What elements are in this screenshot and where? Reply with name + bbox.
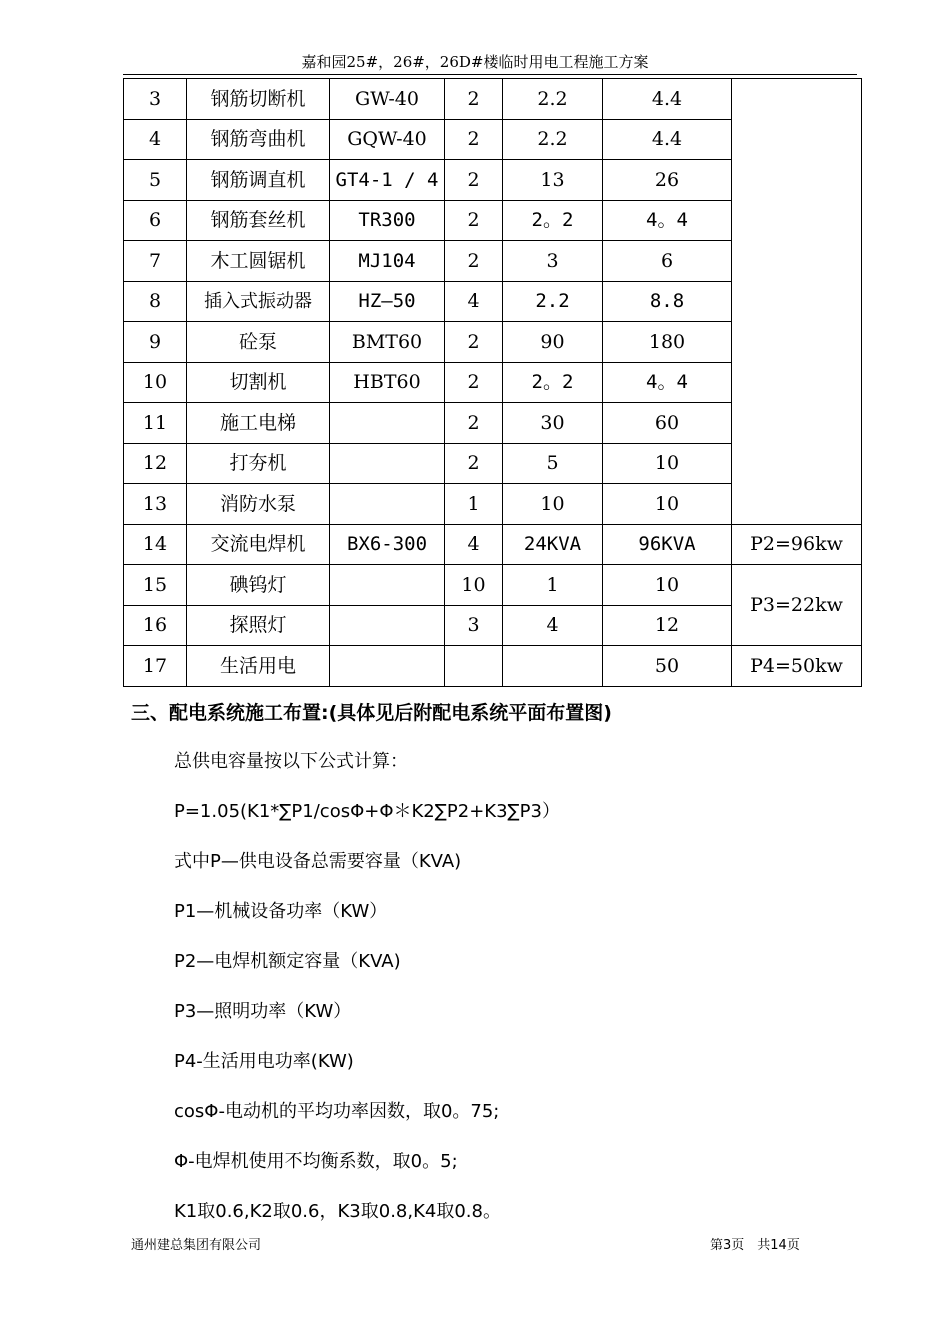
group-note-p4: P4=50kw [732,646,862,687]
table-cell: 钢筋弯曲机 [187,119,330,160]
table-cell: HBT60 [330,362,445,403]
table-cell: BX6-300 [330,524,445,565]
table-cell: 4 [503,605,603,646]
table-cell: 2.2 [503,79,603,120]
table-cell: 4。4 [603,362,732,403]
table-cell: 14 [124,524,187,565]
table-cell: 4.4 [603,119,732,160]
table-cell: TR300 [330,200,445,241]
table-cell: 切割机 [187,362,330,403]
table-cell: 15 [124,565,187,606]
table-cell: 生活用电 [187,646,330,687]
body-paragraph: 总供电容量按以下公式计算： [174,751,408,772]
table-cell: 2。2 [503,362,603,403]
table-cell: 10 [603,565,732,606]
table-cell: 6 [124,200,187,241]
footer-page-number: 第3页 共14页 [710,1238,800,1253]
table-cell: 打夯机 [187,443,330,484]
table-cell: 6 [603,241,732,282]
table-cell: 10 [503,484,603,525]
table-cell: 插入式振动器 [187,281,330,322]
table-cell: 5 [503,443,603,484]
table-cell: 2 [445,79,503,120]
table-cell [503,646,603,687]
table-cell: 探照灯 [187,605,330,646]
table-row [124,524,862,565]
body-paragraph: P3—照明功率（KW） [174,1001,352,1022]
body-paragraph: Φ-电焊机使用不均衡系数，取0。5; [174,1151,458,1172]
footer-company: 通州建总集团有限公司 [131,1238,262,1253]
table-cell [330,403,445,444]
table-cell: 11 [124,403,187,444]
body-paragraph: P1—机械设备功率（KW） [174,901,388,922]
body-paragraph: P=1.05(K1*∑P1/cosΦ+Φ＊K2∑P2+K3∑P3） [174,801,560,822]
table-cell: 交流电焊机 [187,524,330,565]
table-cell: 2 [445,403,503,444]
group-note-blank [732,79,862,525]
table-cell: 16 [124,605,187,646]
body-paragraph: P2—电焊机额定容量（KVA) [174,951,401,972]
table-cell: 4 [124,119,187,160]
table-cell [330,443,445,484]
header-rule [123,74,857,75]
table-row [124,565,862,606]
table-cell: 8.8 [603,281,732,322]
group-note-p3: P3=22kw [732,565,862,646]
table-cell: HZ—50 [330,281,445,322]
table-cell: 2 [445,322,503,363]
table-cell: 13 [124,484,187,525]
table-cell: 96KVA [603,524,732,565]
table-cell: 2.2 [503,119,603,160]
table-cell: 钢筋调直机 [187,160,330,201]
table-cell: 1 [503,565,603,606]
table-cell: 60 [603,403,732,444]
table-cell: 2 [445,443,503,484]
table-cell: 施工电梯 [187,403,330,444]
body-paragraph: 式中P—供电设备总需要容量（KVA) [174,851,462,872]
equipment-table [123,78,862,687]
table-cell: 3 [124,79,187,120]
table-cell: 50 [603,646,732,687]
table-cell [445,646,503,687]
table-cell: 13 [503,160,603,201]
table-cell: 钢筋切断机 [187,79,330,120]
table-cell: 4 [445,524,503,565]
table-cell: 12 [124,443,187,484]
table-cell: 10 [445,565,503,606]
table-cell: 3 [445,605,503,646]
body-paragraph: cosΦ-电动机的平均功率因数，取0。75; [174,1101,500,1122]
table-cell: 2 [445,119,503,160]
table-cell: 90 [503,322,603,363]
table-cell: BMT60 [330,322,445,363]
body-paragraph: K1取0.6,K2取0.6，K3取0.8,K4取0.8。 [174,1201,501,1222]
table-row [124,79,862,120]
table-cell: 木工圆锯机 [187,241,330,282]
table-cell: 2.2 [503,281,603,322]
table-cell: 10 [603,443,732,484]
table-cell: 4 [445,281,503,322]
table-cell: 3 [503,241,603,282]
table-cell: 7 [124,241,187,282]
group-note-p2: P2=96kw [732,524,862,565]
table-cell: 12 [603,605,732,646]
table-cell: 5 [124,160,187,201]
table-cell [330,484,445,525]
table-cell: 钢筋套丝机 [187,200,330,241]
table-cell: 26 [603,160,732,201]
table-cell: GT4-1 / 4 [330,160,445,201]
table-cell: MJ104 [330,241,445,282]
table-cell: 2 [445,200,503,241]
table-cell [330,605,445,646]
table-cell: 10 [603,484,732,525]
table-cell: 24KVA [503,524,603,565]
table-cell: 2 [445,160,503,201]
table-cell: 180 [603,322,732,363]
table-cell: 2 [445,362,503,403]
body-paragraph: P4-生活用电功率(KW) [174,1051,354,1072]
table-cell: 4。4 [603,200,732,241]
table-cell: 砼泵 [187,322,330,363]
section-title: 三、配电系统施工布置:(具体见后附配电系统平面布置图) [131,702,612,724]
table-cell: 17 [124,646,187,687]
table-row [124,646,862,687]
table-cell: 消防水泵 [187,484,330,525]
table-cell: 9 [124,322,187,363]
table-cell: 10 [124,362,187,403]
page-header: 嘉和园25#，26#，26D#楼临时用电工程施工方案 [301,53,649,71]
table-cell [330,565,445,606]
table-cell: GQW-40 [330,119,445,160]
table-cell [330,646,445,687]
table-cell: 2。2 [503,200,603,241]
table-cell: 8 [124,281,187,322]
table-cell: 4.4 [603,79,732,120]
table-cell: 1 [445,484,503,525]
table-cell: 碘钨灯 [187,565,330,606]
table-cell: 2 [445,241,503,282]
table-cell: 30 [503,403,603,444]
table-cell: GW-40 [330,79,445,120]
